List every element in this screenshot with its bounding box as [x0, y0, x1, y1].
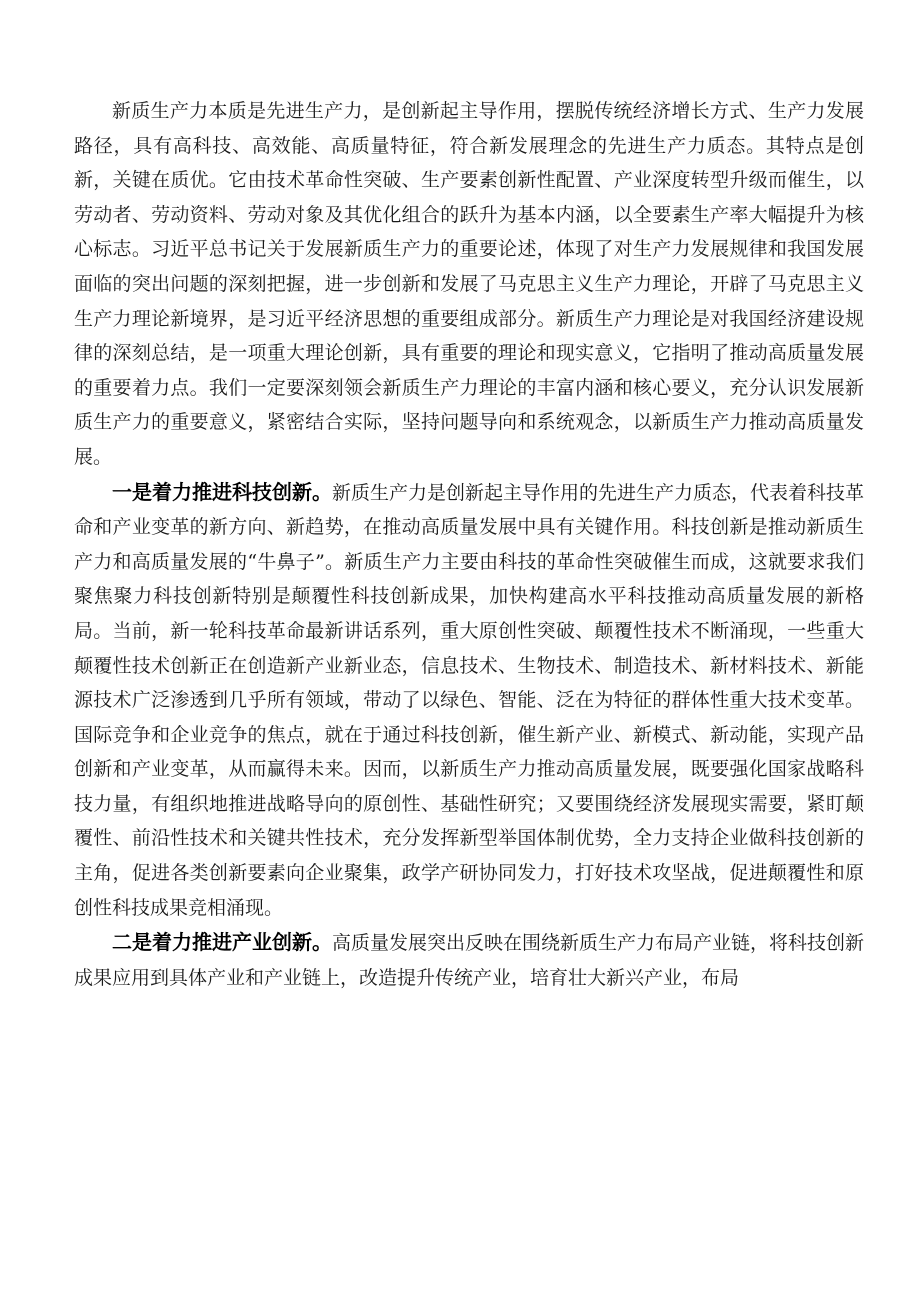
document-body — [74, 94, 864, 995]
paragraph-industry-innovation — [74, 925, 864, 995]
paragraph-intro-text: 新质生产力本质是先进生产力，是创新起主导作用，摆脱传统经济增长方式、生产力发展路径，具有高科技、高效能、高质量特征，符合新发展理念的先进生产力质态。其特点是创新，关键在质优。它由技术革命性突破、生产要素创新性配置、产业深度转型升级而催生，以劳动者、劳动资料、劳动对象及其优化组合的跃升为基本内涵，以全要素生产率大幅提升为核心标志。习近平总书记关于发展新质生产力的重要论述，体现了对生产力发展规律和我国发展面临的突出问题的深刻把握，进一步创新和发展了马克思主义生产力理论，开辟了马克思主义生产力理论新境界，是习近平经济思想的重要组成部分。新质生产力理论是对我国经济建设规律的深刻总结，是一项重大理论创新，具有重要的理论和现实意义，它指明了推动高质量发展的重要着力点。我们一定要深刻领会新质生产力理论的丰富内涵和核心要义，充分认识发展新质生产力的重要意义，紧密结合实际，坚持问题导向和系统观念，以新质生产力推动高质量发展。 — [74, 100, 864, 468]
paragraph-tech-innovation — [74, 475, 864, 926]
paragraph-industry-innovation-heading: 二是着力推进产业创新。 — [112, 930, 332, 955]
paragraph-industry-innovation-text: 高质量发展突出反映在围绕新质生产力布局产业链，将科技创新成果应用到具体产业和产业链上，改造提升传统产业，培育壮大新兴产业，布局 — [74, 932, 865, 989]
paragraph-intro — [74, 94, 864, 475]
paragraph-tech-innovation-text: 新质生产力是创新起主导作用的先进生产力质态，代表着科技革命和产业变革的新方向、新趋势，在推动高质量发展中具有关键作用。科技创新是推动新质生产力和高质量发展的“牛鼻子”。新质生产力主要由科技的革命性突破催生而成，这就要求我们聚焦聚力科技创新特别是颠覆性科技创新成果，加快构建高水平科技推动高质量发展的新格局。当前，新一轮科技革命最新讲话系列，重大原创性突破、颠覆性技术不断涌现，一些重大颠覆性技术创新正在创造新产业新业态，信息技术、生物技术、制造技术、新材料技术、新能源技术广泛渗透到几乎所有领域，带动了以绿色、智能、泛在为特征的群体性重大技术变革。国际竞争和企业竞争的焦点，就在于通过科技创新，催生新产业、新模式、新动能，实现产品创新和产业变革，从而赢得未来。因而，以新质生产力推动高质量发展，既要强化国家战略科技力量，有组织地推进战略导向的原创性、基础性研究；又要围绕经济发展现实需要，紧盯颠覆性、前沿性技术和关键共性技术，充分发挥新型举国体制优势，全力支持企业做科技创新的主角，促进各类创新要素向企业聚集，政学产研协同发力，打好技术攻坚战，促进颠覆性和原创性科技成果竞相涌现。 — [74, 481, 865, 919]
paragraph-tech-innovation-heading: 一是着力推进科技创新。 — [112, 479, 332, 504]
